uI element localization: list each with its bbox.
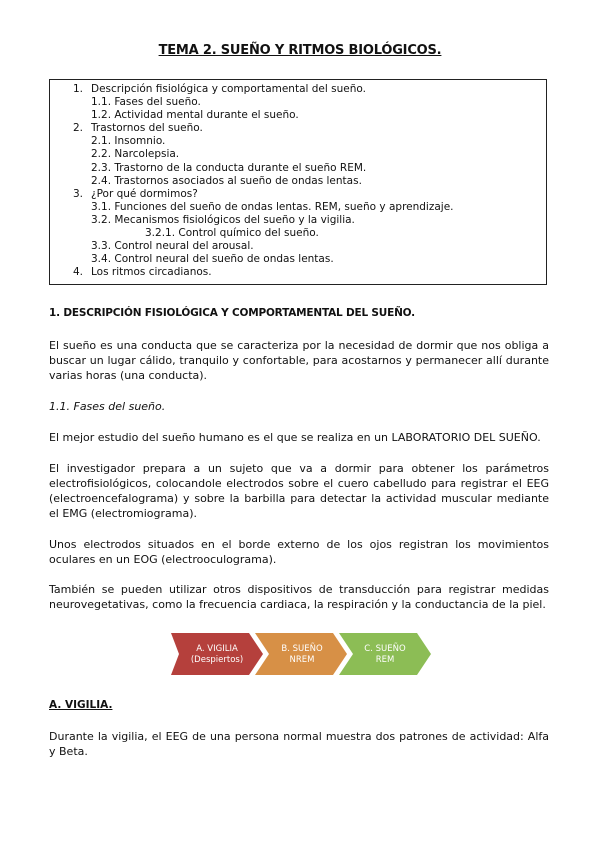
toc-item-text: 3.1. Funciones del sueño de ondas lentas. REM, sueño y aprendizaje.: [91, 200, 454, 213]
flow-step-vigilia: [171, 633, 263, 675]
toc-item-text: 3.2. Mecanismos fisiológicos del sueño y la vigilia.: [91, 213, 355, 226]
toc-item-text: 3.4. Control neural del sueño de ondas lentas.: [91, 253, 334, 266]
toc-item: [50, 148, 546, 161]
toc-item-text: 2.1. Insomnio.: [91, 135, 166, 148]
toc-item-number: 4.: [73, 266, 84, 279]
flow-step-nrem: [255, 633, 347, 675]
toc-item-text: 2.2. Narcolepsia.: [91, 148, 180, 161]
section-a-paragraph-1: Durante la vigilia, el EEG de una persona normal muestra dos patrones de actividad: Alfa y Beta.: [49, 730, 549, 758]
flow-step-rem: [339, 633, 431, 675]
table-of-contents: [49, 79, 547, 285]
toc-item: [50, 201, 546, 214]
toc-item: [50, 162, 546, 175]
toc-item-text: ¿Por qué dormimos?: [91, 187, 198, 200]
toc-item-text: Descripción fisiológica y comportamental del sueño.: [91, 83, 366, 95]
subsection-1-1-heading: 1.1. Fases del sueño.: [49, 400, 166, 413]
section-1-paragraph-1: El sueño es una conducta que se caracteriza por la necesidad de dormir que nos obliga a buscar un lugar cálido, tranquilo y confortable, para acostarnos y permanecer allí durante varias horas (una conducta).: [49, 339, 549, 382]
toc-item: [50, 83, 546, 96]
flow-step-rem-line2: REM: [375, 655, 395, 665]
toc-item-text: Trastornos del sueño.: [91, 122, 203, 135]
document-title: TEMA 2. SUEÑO Y RITMOS BIOLÓGICOS.: [158, 43, 442, 58]
toc-item-text: Los ritmos circadianos.: [91, 266, 212, 279]
section-1-paragraph-3: El investigador prepara a un sujeto que va a dormir para obtener los parámetros electrofisiológicos, colocandole electrodos sobre el cuero cabelludo para registrar el EEG (electroencefalograma) y sobre la barbilla para detectar la actividad muscular mediante el EMG (electromiograma).: [49, 462, 549, 520]
toc-item-text: 3.3. Control neural del arousal.: [91, 240, 254, 253]
flow-step-vigilia-line2: (Despiertos): [190, 655, 244, 665]
toc-item: [50, 227, 546, 240]
section-a-heading: A. VIGILIA.: [49, 699, 113, 711]
toc-item: [50, 214, 546, 227]
toc-item: [50, 122, 546, 135]
toc-item: [50, 135, 546, 148]
toc-item-text: 1.1. Fases del sueño.: [91, 96, 201, 109]
flow-step-nrem-line2: NREM: [289, 655, 315, 665]
toc-item-number: 1.: [73, 83, 84, 95]
toc-item: [50, 253, 546, 266]
toc-item: [50, 175, 546, 188]
flow-step-vigilia-line1: A. VIGILIA: [196, 644, 238, 654]
sleep-phases-flow-diagram: [171, 633, 431, 675]
toc-item-number: 2.: [73, 122, 84, 135]
toc-item-text: 2.4. Trastornos asociados al sueño de ondas lentas.: [91, 174, 362, 187]
toc-item: [50, 266, 546, 279]
section-1-paragraph-5: También se pueden utilizar otros dispositivos de transducción para registrar medidas neurovegetativas, como la frecuencia cardiaca, la respiración y la conductancia de la piel.: [49, 583, 549, 611]
section-1-heading: 1. DESCRIPCIÓN FISIOLÓGICA Y COMPORTAMENTAL DEL SUEÑO.: [49, 307, 415, 319]
toc-item: [50, 240, 546, 253]
toc-item-text: 3.2.1. Control químico del sueño.: [145, 227, 319, 240]
toc-item-text: 2.3. Trastorno de la conducta durante el sueño REM.: [91, 161, 367, 174]
toc-item-number: 3.: [73, 187, 84, 200]
section-1-paragraph-4: Unos electrodos situados en el borde externo de los ojos registran los movimientos oculares en un EOG (electrooculograma).: [49, 538, 549, 566]
toc-item-text: 1.2. Actividad mental durante el sueño.: [91, 109, 299, 122]
toc-item: [50, 109, 546, 122]
section-1-paragraph-2: El mejor estudio del sueño humano es el que se realiza en un LABORATORIO DEL SUEÑO.: [49, 431, 541, 444]
toc-item: [50, 188, 546, 201]
flow-step-rem-line1: C. SUEÑO: [364, 644, 406, 654]
toc-item: [50, 96, 546, 109]
flow-step-nrem-line1: B. SUEÑO: [281, 644, 323, 654]
